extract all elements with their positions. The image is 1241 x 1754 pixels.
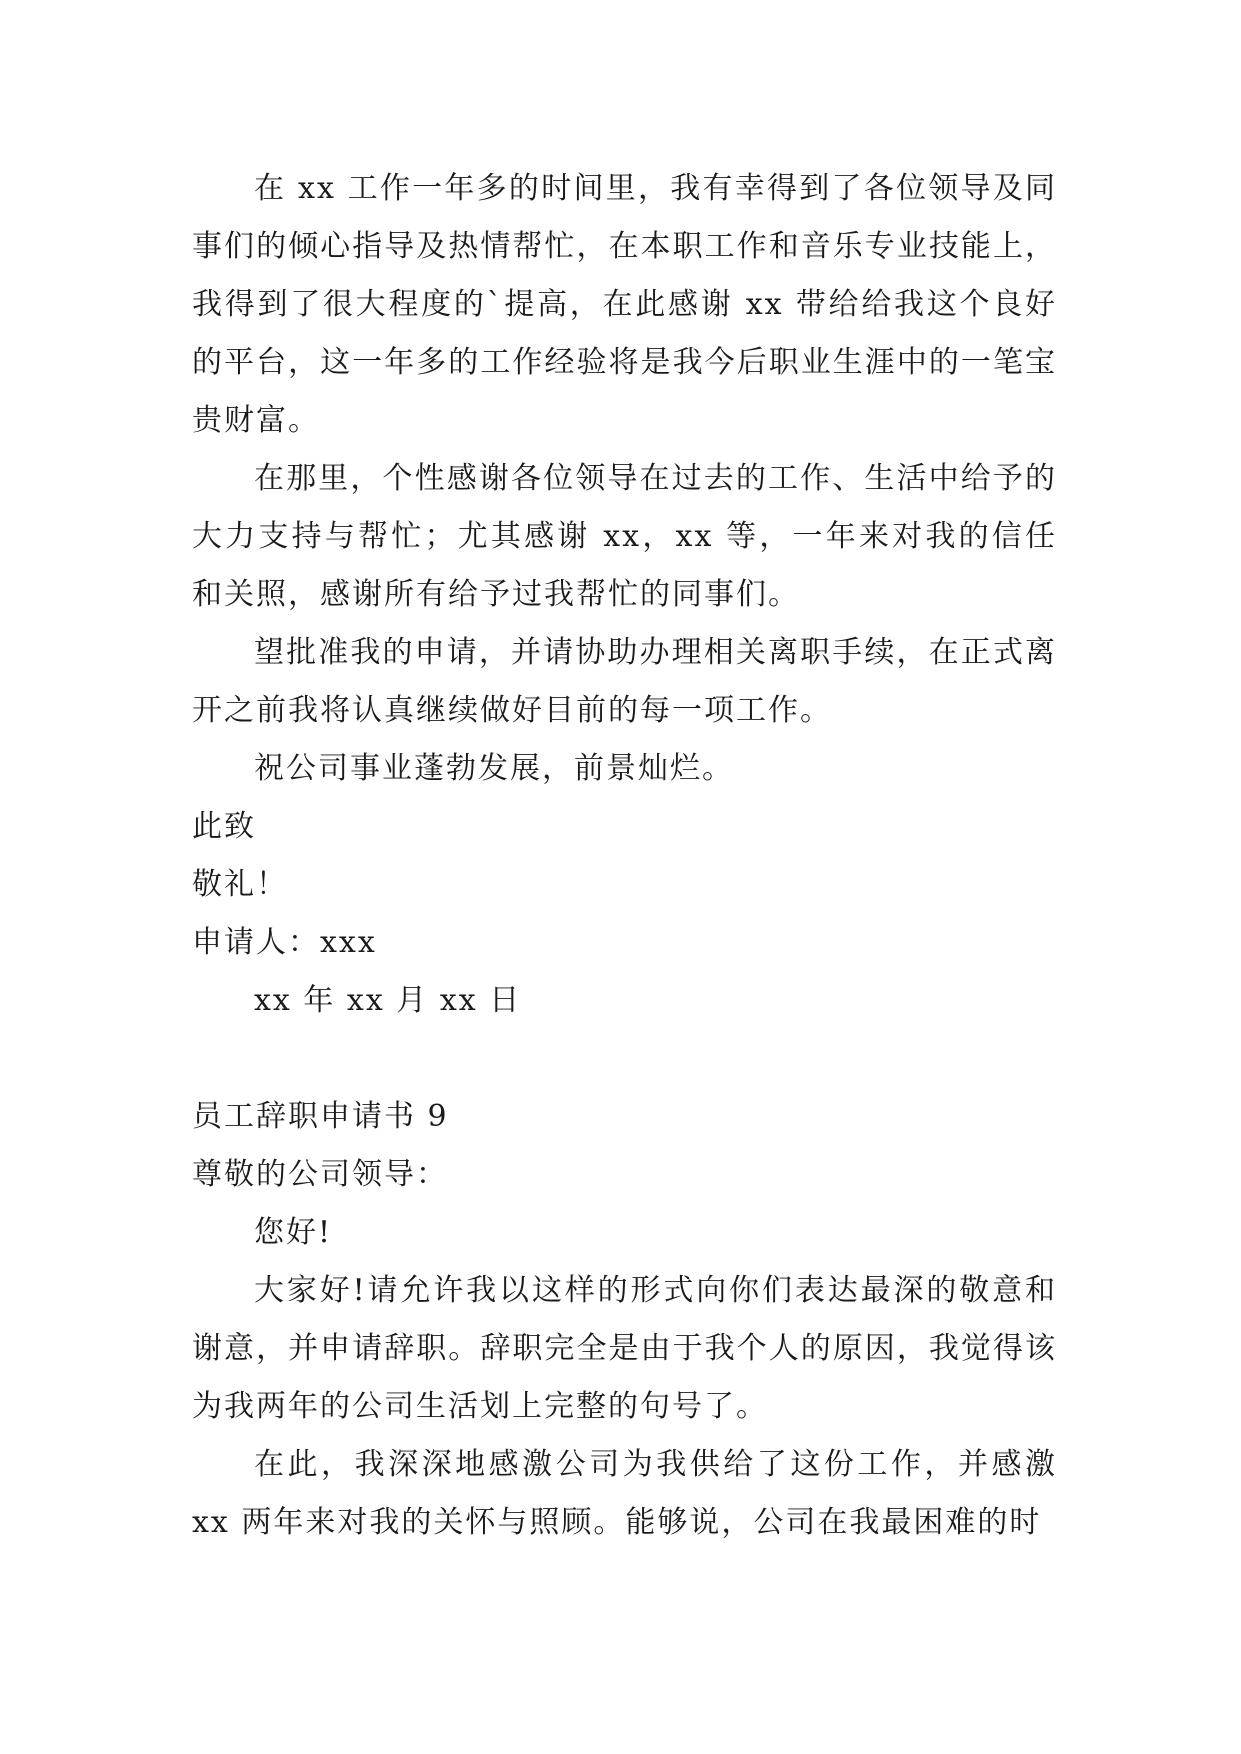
section-title: 员工辞职申请书 9	[192, 1099, 449, 1134]
closing-line-1: 此致	[192, 809, 256, 844]
closing-line-2: 敬礼！	[192, 867, 288, 902]
paragraph-resignation-intro: 大家好!请允许我以这样的形式向你们表达最深的敬意和谢意，并申请辞职。辞职完全是由于我个人的原因，我觉得该为我两年的公司生活划上完整的句号了。	[192, 1273, 1057, 1424]
applicant-line: 申请人：xxx	[192, 925, 377, 960]
section-spacer	[192, 1030, 1057, 1088]
paragraph-appreciation: 在此，我深深地感激公司为我供给了这份工作，并感激 xx 两年来对我的关怀与照顾。能够说，公司在我最困难的时	[192, 1447, 1057, 1540]
paragraph-good-wishes: 祝公司事业蓬勃发展，前景灿烂。	[254, 751, 734, 786]
greeting-line: 您好!	[254, 1215, 333, 1250]
paragraph-gratitude-work: 在 xx 工作一年多的时间里，我有幸得到了各位领导及同事们的倾心指导及热情帮忙，在本职工作和音乐专业技能上，我得到了很大程度的`提高，在此感谢 xx 带给给我这个良好的平台，这一年多的工作经验将是我今后职业生涯中的一笔宝贵财富。	[192, 171, 1057, 438]
paragraph-thanks-leaders: 在那里，个性感谢各位领导在过去的工作、生活中给予的大力支持与帮忙；尤其感谢 xx，xx 等，一年来对我的信任和关照，感谢所有给予过我帮忙的同事们。	[192, 461, 1057, 612]
document-body	[192, 160, 1057, 1552]
salutation-line: 尊敬的公司领导：	[192, 1157, 448, 1192]
paragraph-request-approval: 望批准我的申请，并请协助办理相关离职手续，在正式离开之前我将认真继续做好目前的每一项工作。	[192, 635, 1057, 728]
date-line: xx 年 xx 月 xx 日	[254, 983, 522, 1018]
